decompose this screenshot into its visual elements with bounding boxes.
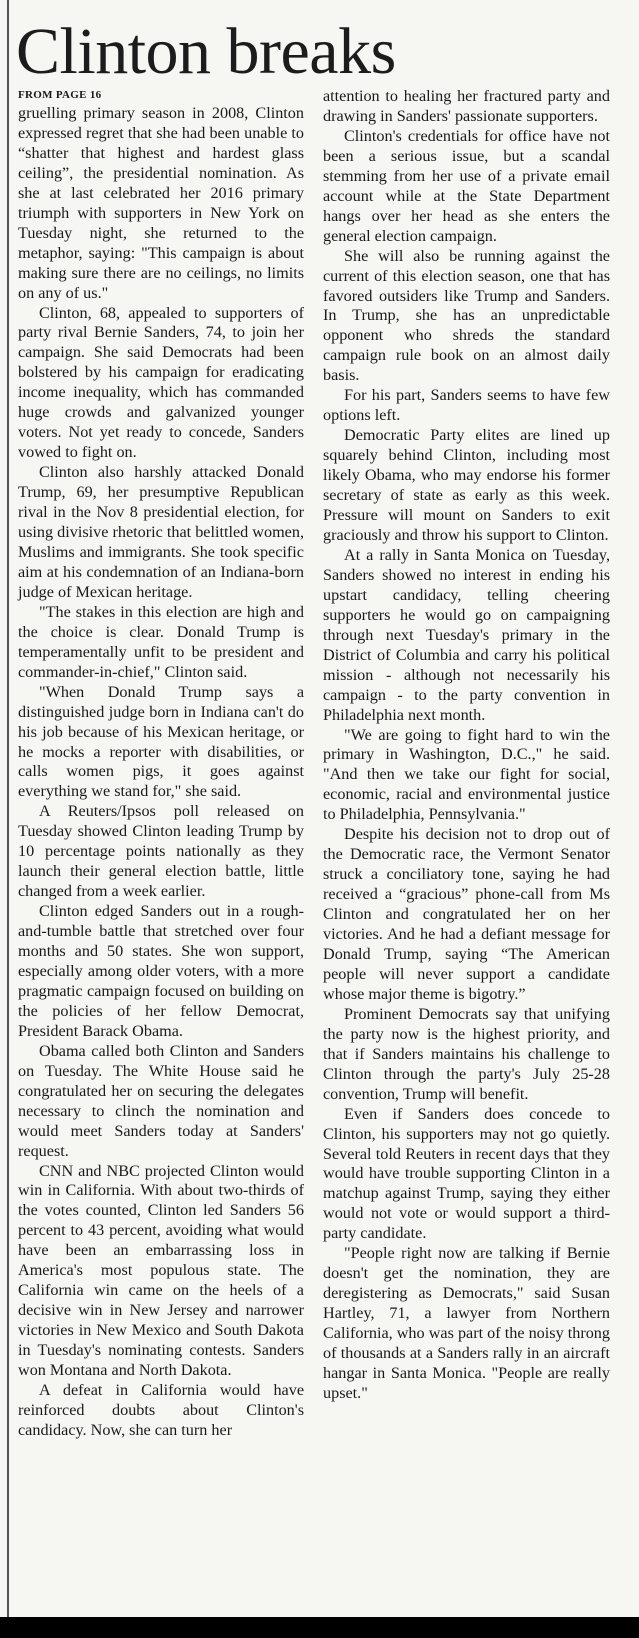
paragraph: Even if Sanders does concede to Clinton, his supporters may not go quietly. Several told Reuters in recent days that they would have trouble supporting Clinton in a matchup against Trump, saying they either would not vote or would support a third-party candidate. xyxy=(323,1104,610,1243)
paragraph: A Reuters/Ipsos poll released on Tuesday showed Clinton leading Trump by 10 percentage points nationally as they launch their general election battle, little changed from a week earlier. xyxy=(18,802,304,901)
bottom-bar xyxy=(0,1617,639,1638)
paragraph: Democratic Party elites are lined up squarely behind Clinton, including most likely Obama, who may endorse his former secretary of state as early as this week. Pressure will mount on Sanders to exit graciously and throw his support to Clinton. xyxy=(323,426,610,544)
headline: Clinton breaks xyxy=(16,15,396,88)
paragraph: A defeat in California would have reinforced doubts about Clinton's candidacy. Now, she can turn her xyxy=(18,1381,304,1439)
paragraph: "When Donald Trump says a distinguished judge born in Indiana can't do his job because of his Mexican heritage, or he mocks a reporter with disabilities, or calls women pigs, it goes against everything we stand for," she said. xyxy=(18,682,304,801)
paragraph: At a rally in Santa Monica on Tuesday, Sanders showed no interest in ending his upstart candidacy, telling cheering supporters he would go on campaigning through next Tuesday's primary in the District of Columbia and carry his political mission - although not necessarily his campaign - to the party convention in Philadelphia next month. xyxy=(323,545,610,724)
paragraph: "People right now are talking if Bernie doesn't get the nomination, they are deregistering as Democrats," said Susan Hartley, 71, a lawyer from Northern California, who was part of the noisy throng of thousands at a Sanders rally in an aircraft hangar in Santa Monica. "People are really upset." xyxy=(323,1244,610,1402)
paragraph: CNN and NBC projected Clinton would win in California. With about two-thirds of the votes counted, Clinton led Sanders 56 percent to 43 percent, avoiding what would have been an embarrassing loss in America's most populous state. The California win came on the heels of a decisive win in New Jersey and narrower victories in New Mexico and South Dakota in Tuesday's nominating contests. Sanders won Montana and North Dakota. xyxy=(18,1161,304,1380)
column-rule xyxy=(7,0,9,1617)
paragraph: For his part, Sanders seems to have few options left. xyxy=(323,386,610,425)
paragraph: "The stakes in this election are high and the choice is clear. Donald Trump is temperamentally unfit to be president and commander-in-chief," Clinton said. xyxy=(18,602,304,681)
paragraph: Despite his decision not to drop out of the Democratic race, the Vermont Senator struck a conciliatory tone, saying he had received a “gracious” phone-call from Ms Clinton and congratulated her on her victories. And he had a defiant message for Donald Trump, saying “The American people will never support a candidate whose major theme is bigotry.” xyxy=(323,825,610,1003)
paragraph: Clinton edged Sanders out in a rough-and-tumble battle that stretched over four months and 50 states. She won support, especially among older voters, with a more pragmatic campaign focused on building on the policies of her fellow Democrat, President Barack Obama. xyxy=(18,902,304,1040)
right-column xyxy=(323,87,610,1404)
paragraph: Clinton also harshly attacked Donald Trump, 69, her presumptive Republican rival in the Nov 8 presidential election, for using divisive rhetoric that belittled women, Muslims and immigrants. She took specific aim at his condemnation of an Indiana-born judge of Mexican heritage. xyxy=(18,463,304,601)
paragraph: Obama called both Clinton and Sanders on Tuesday. The White House said he congratulated her on securing the delegates necessary to clinch the nomination and would meet Sanders today at Sanders' request. xyxy=(18,1041,304,1160)
paragraph: attention to healing her fractured party and drawing in Sanders' passionate supporters. xyxy=(323,87,610,125)
paragraph: "We are going to fight hard to win the primary in Washington, D.C.," he said. "And then we take our fight for social, economic, racial and environmental justice to Philadelphia, Pennsylvania." xyxy=(323,725,610,824)
left-column xyxy=(18,104,304,1441)
paragraph: Clinton, 68, appealed to supporters of party rival Bernie Sanders, 74, to join her campaign. She said Democrats had been bolstered by his campaign for eradicating income inequality, which has commanded huge crowds and galvanized younger voters. Not yet ready to concede, Sanders vowed to fight on. xyxy=(18,303,304,462)
paragraph: Prominent Democrats say that unifying the party now is the highest priority, and that if Sanders maintains his challenge to Clinton through the party's July 25-28 convention, Trump will benefit. xyxy=(323,1004,610,1103)
paragraph: gruelling primary season in 2008, Clinton expressed regret that she had been unable to “shatter that highest and hardest glass ceiling”, the presidential nomination. As she at last celebrated her 2016 primary triumph with supporters in New York on Tuesday night, she returned to the metaphor, saying: "This campaign is about making sure there are no ceilings, no limits on any of us." xyxy=(18,104,304,302)
paragraph: Clinton's credentials for office have not been a serious issue, but a scandal stemming from her use of a private email account while at the State Department hangs over her head as she enters the general election campaign. xyxy=(323,126,610,245)
paragraph: She will also be running against the current of this election season, one that has favored outsiders like Trump and Sanders. In Trump, she has an unpredictable opponent who shreds the standard campaign rule book on an almost daily basis. xyxy=(323,246,610,385)
jump-label: FROM PAGE 16 xyxy=(18,89,102,101)
